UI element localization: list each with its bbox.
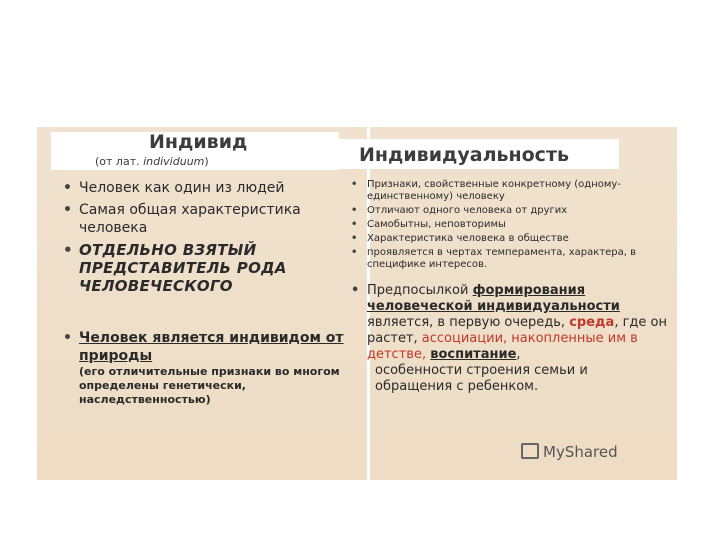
list-item-emphasis: • ОТДЕЛЬНО ВЗЯТЫЙ ПРЕДСТАВИТЕЛЬ РОДА ЧЕЛОВЕЧЕСКОГО	[63, 241, 287, 295]
bullet-icon: •	[63, 241, 73, 259]
right-title: Индивидуальность	[359, 144, 569, 166]
watermark: MyShared	[521, 443, 618, 461]
left-column	[51, 179, 351, 411]
bullet-icon: •	[63, 180, 72, 196]
bullet-icon: •	[351, 233, 358, 244]
slide	[37, 127, 677, 480]
list-item: • Самобытны, неповторимы	[351, 219, 506, 230]
list-item: • Характеристика человека в обществе	[351, 233, 569, 244]
left-title: Индивид	[149, 131, 248, 153]
bullet-icon: •	[351, 247, 358, 258]
bullet-icon: •	[351, 283, 360, 298]
myshared-logo-icon	[521, 443, 539, 459]
bullet-icon: •	[63, 330, 72, 346]
right-column	[339, 179, 669, 395]
bullet-icon: •	[63, 202, 72, 218]
bullet-icon: •	[351, 205, 358, 216]
list-item: • Человек как один из людей	[63, 180, 285, 196]
preconditions-paragraph: • Предпосылкой формирования человеческой индивидуальности является, в первую очередь, среда, где он растет, ассоциации, накопленные им в детстве, воспитание, особенности строения семьи и обращения с ребенком.	[351, 283, 667, 394]
bullet-icon: •	[351, 179, 358, 190]
list-item: • Признаки, свойственные конкретному (одному-единственному) человеку	[351, 179, 621, 202]
bullet-icon: •	[351, 219, 358, 230]
list-item: • Самая общая характеристика человека	[63, 202, 301, 236]
left-subtitle: (от лат. individuum)	[95, 155, 209, 168]
list-item: • проявляется в чертах темперамента, характера, в специфике интересов.	[351, 247, 637, 270]
list-item: • Отличают одного человека от других	[351, 205, 568, 216]
list-item: • Человек является индивидом от природы (его отличительные признаки во многом определены генетически, наследственностью)	[63, 330, 344, 406]
